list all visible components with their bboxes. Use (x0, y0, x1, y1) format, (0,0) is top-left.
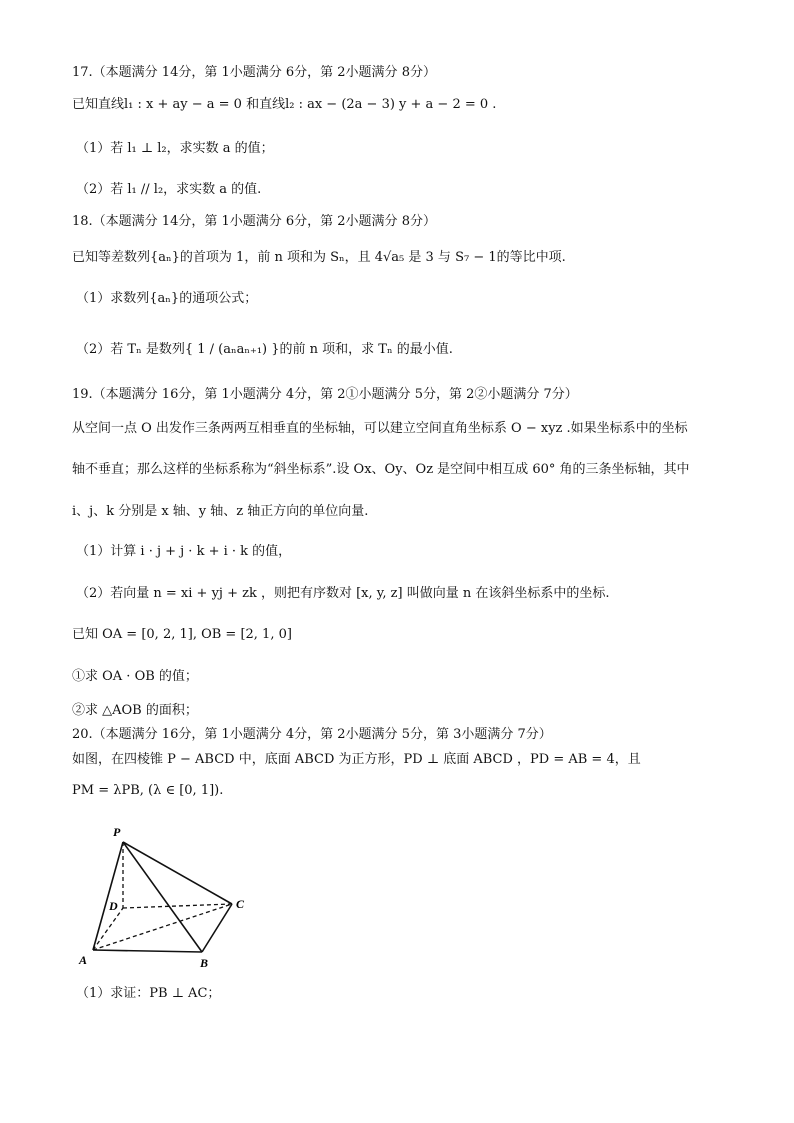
label-A: A (79, 953, 88, 967)
q19-given: 已知 OA = [0, 2, 1], OB = [2, 1, 0] (72, 627, 292, 642)
q19-header: 19.（本题满分 16分，第 1小题满分 4分，第 2①小题满分 5分，第 2②小题满分 7分） (72, 387, 578, 402)
q20-stem-line1: 如图，在四棱锥 P − ABCD 中，底面 ABCD 为正方形，PD ⊥ 底面 ABCD ，PD = AB = 4，且 (72, 752, 641, 767)
label-B: B (200, 956, 209, 970)
edge-PA (93, 842, 123, 950)
edge-BC (202, 904, 232, 952)
q20-header: 20.（本题满分 16分，第 1小题满分 4分，第 2小题满分 5分，第 3小题满分 7分） (72, 727, 552, 742)
q19-stem-line2: 轴不垂直；那么这样的坐标系称为“斜坐标系”.设 Ox、Oy、Oz 是空间中相互成 60° 角的三条坐标轴，其中 (72, 462, 690, 477)
q20-part1: （1）求证：PB ⊥ AC； (76, 986, 221, 1001)
q20-stem-line2: PM = λPB, (λ ∈ [0, 1]). (72, 783, 224, 798)
label-P: P (113, 825, 121, 839)
pyramid-diagram (75, 822, 275, 972)
q17-part1: （1）若 l₁ ⊥ l₂，求实数 a 的值； (76, 141, 274, 156)
q19-part2: （2）若向量 n = xi + yj + zk ，则把有序数对 [x, y, z] 叫做向量 n 在该斜坐标系中的坐标. (76, 586, 610, 601)
q18-header: 18.（本题满分 14分，第 1小题满分 6分，第 2小题满分 8分） (72, 214, 436, 229)
label-C: C (236, 897, 245, 911)
edge-DC (123, 904, 232, 908)
q17-header: 17.（本题满分 14分，第 1小题满分 6分，第 2小题满分 8分） (72, 65, 436, 80)
q17-stem: 已知直线l₁ : x + ay − a = 0 和直线l₂ : ax − (2a − 3) y + a − 2 = 0 . (72, 97, 497, 112)
q17-part2: （2）若 l₁ // l₂，求实数 a 的值. (76, 182, 262, 197)
edge-PC (123, 842, 232, 904)
q18-part2: （2）若 Tₙ 是数列{ 1 / (aₙaₙ₊₁) }的前 n 项和，求 Tₙ 的最小值. (76, 342, 453, 357)
q18-part1: （1）求数列{aₙ}的通项公式； (76, 291, 258, 306)
edge-AD (93, 908, 123, 950)
q18-stem: 已知等差数列{aₙ}的首项为 1，前 n 项和为 Sₙ，且 4√a₅ 是 3 与 S₇ − 1的等比中项. (72, 250, 566, 265)
q19-stem-line1: 从空间一点 O 出发作三条两两互相垂直的坐标轴，可以建立空间直角坐标系 O − xyz .如果坐标系中的坐标 (72, 421, 688, 436)
edge-AB (93, 950, 202, 952)
q19-stem-line3: i、j、k 分别是 x 轴、y 轴、z 轴正方向的单位向量. (72, 504, 369, 519)
pyramid-figure (75, 822, 275, 972)
label-D: D (109, 899, 118, 913)
q19-sub1: ①求 OA · OB 的值； (72, 669, 198, 684)
q19-part1: （1）计算 i · j + j · k + i · k 的值， (76, 544, 292, 559)
q19-sub2: ②求 △AOB 的面积； (72, 703, 198, 718)
